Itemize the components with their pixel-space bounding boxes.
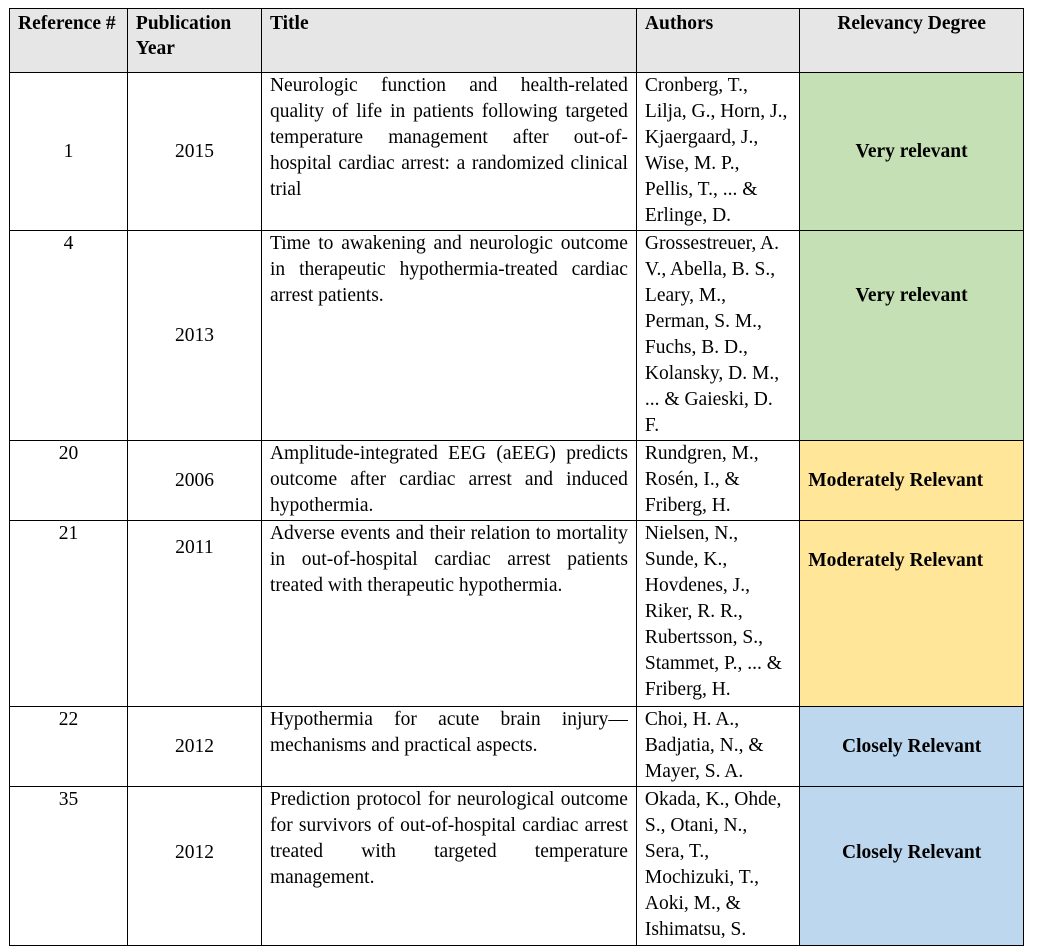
year-cell: 2013 [127,231,261,441]
relevancy-cell: Very relevant [800,231,1024,441]
title-cell: Prediction protocol for neurological outcome for survivors of out-of-hospital cardiac arrest treated with targeted temperature management. [261,787,636,946]
authors-cell: Okada, K., Ohde, S., Otani, N., Sera, T., Mochizuki, T., Aoki, M., & Ishimatsu, S. [636,787,799,946]
header-publication-year: Publication Year [127,9,261,73]
title-cell: Neurologic function and health-related quality of life in patients following targeted temperature management after out-of-hospital cardiac arrest: a randomized clinical trial [261,73,636,231]
table-row [10,441,1024,521]
year-cell: 2015 [127,73,261,231]
relevancy-cell: Very relevant [800,73,1024,231]
table-row [10,787,1024,946]
relevancy-cell: Moderately Relevant [800,521,1024,707]
year-cell: 2006 [127,441,261,521]
title-cell: Amplitude-integrated EEG (aEEG) predicts outcome after cardiac arrest and induced hypothermia. [261,441,636,521]
reference-cell: 22 [10,707,128,787]
table-row [10,521,1024,707]
relevancy-cell: Closely Relevant [800,707,1024,787]
relevancy-cell: Moderately Relevant [800,441,1024,521]
references-table [9,8,1024,946]
authors-cell: Nielsen, N., Sunde, K., Hovdenes, J., Riker, R. R., Rubertsson, S., Stammet, P., ... & Friberg, H. [636,521,799,707]
title-cell: Adverse events and their relation to mortality in out-of-hospital cardiac arrest patients treated with therapeutic hypothermia. [261,521,636,707]
year-cell: 2012 [127,787,261,946]
reference-cell: 21 [10,521,128,707]
table-row [10,231,1024,441]
authors-cell: Grossestreuer, A. V., Abella, B. S., Leary, M., Perman, S. M., Fuchs, B. D., Kolansky, D. M., ... & Gaieski, D. F. [636,231,799,441]
header-relevancy-degree: Relevancy Degree [800,9,1024,73]
authors-cell: Choi, H. A., Badjatia, N., & Mayer, S. A. [636,707,799,787]
header-authors: Authors [636,9,799,73]
year-cell: 2011 [127,521,261,707]
table-row [10,73,1024,231]
title-cell: Hypothermia for acute brain injury—mechanisms and practical aspects. [261,707,636,787]
reference-cell: 20 [10,441,128,521]
header-row [10,9,1024,73]
reference-cell: 35 [10,787,128,946]
header-reference: Reference # [10,9,128,73]
authors-cell: Rundgren, M., Rosén, I., & Friberg, H. [636,441,799,521]
year-cell: 2012 [127,707,261,787]
reference-cell: 4 [10,231,128,441]
reference-cell: 1 [10,73,128,231]
header-title: Title [261,9,636,73]
table-row [10,707,1024,787]
authors-cell: Cronberg, T., Lilja, G., Horn, J., Kjaergaard, J., Wise, M. P., Pellis, T., ... & Erlinge, D. [636,73,799,231]
relevancy-cell: Closely Relevant [800,787,1024,946]
title-cell: Time to awakening and neurologic outcome in therapeutic hypothermia-treated cardiac arrest patients. [261,231,636,441]
